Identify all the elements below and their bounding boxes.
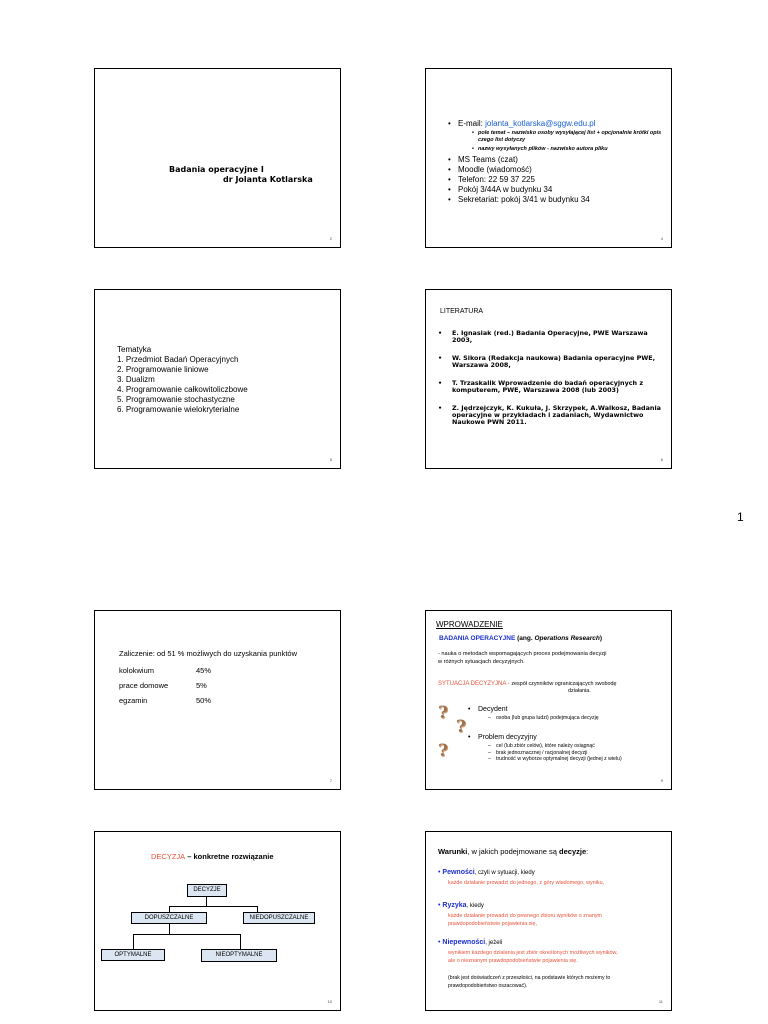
grading-row	[117, 693, 212, 708]
email-label: E-mail:	[458, 119, 486, 128]
decisions-word: decyzje	[559, 847, 587, 856]
grading-row	[117, 678, 212, 693]
term-suffix: (ang.	[515, 635, 535, 642]
question-mark-icon: ?	[438, 741, 448, 761]
uncertainty-rest: , jeżeli	[485, 940, 503, 946]
node-feasible: DOPUSZCZALNE	[131, 912, 207, 924]
literature-item: • T. Trzaskalik Wprowadzenie do badań operacyjnych z komputerem, PWE, Warszawa 2008 (lub 2003)	[434, 380, 662, 394]
topic-item: 4. Programowanie całkowitoliczbowe	[117, 385, 248, 394]
slide-number: 6	[660, 457, 663, 462]
risk-word: Ryzyka	[442, 902, 467, 909]
note-line: (brak jest doświadczeń z przeszłości, na podstawie których możemy to	[448, 975, 611, 981]
grading-row	[117, 663, 212, 678]
conditions-end: :	[586, 847, 589, 856]
term-close: )	[599, 635, 603, 642]
email-sub-item: • nazwy wysyłanych plików - nazwisko autora pliku	[446, 146, 666, 153]
decision-word: DECYZJA	[151, 852, 186, 861]
situation-label: SYTUACJA DECYZYJNA -	[438, 681, 512, 687]
conditions-mid: , w jakich podejmowane są	[467, 847, 560, 856]
slide-number: 5	[329, 457, 332, 462]
contact-item: • Telefon: 22 59 37 225	[446, 175, 666, 185]
risk-desc: prawdopodobieństwie pojawienia się,	[448, 921, 538, 927]
topic-item: 1. Przedmiot Badań Operacyjnych	[117, 355, 239, 364]
slide-grading	[94, 610, 341, 790]
topic-item: 6. Programowanie wielokryterialne	[117, 405, 240, 414]
topic-item: 2. Programowanie liniowe	[117, 365, 209, 374]
grading-value: 45%	[196, 666, 212, 675]
term-definition: w różnych sytuacjach decyzyjnych.	[438, 659, 525, 665]
node-decisions: DECYZJE	[187, 884, 227, 897]
intro-heading: WPROWADZENIE	[436, 620, 503, 629]
certainty-word: Pewności	[442, 869, 475, 876]
course-title: Badania operacyjne I	[169, 165, 264, 174]
risk-rest: , kiedy	[466, 903, 484, 909]
term-name: BADANIA OPERACYJNE	[439, 635, 516, 642]
slide-literature	[425, 289, 672, 469]
question-mark-icon: ?	[456, 717, 466, 737]
decision-title	[151, 852, 274, 861]
uncertainty-desc: ale o nieznanym prawdopodobieństwie pojawienia się.	[448, 958, 578, 964]
slide-number: 2	[329, 236, 332, 241]
conditions-heading	[438, 847, 588, 856]
uncertainty-item: • Niepewności, jeżeli	[438, 939, 503, 946]
risk-desc: każde działanie prowadzi do pewnego zbioru wyników o znanym	[448, 913, 603, 919]
slide-number: 10	[327, 999, 332, 1004]
problem-desc: – trudność w wyborze optymalnej decyzji (jednej z wielu)	[480, 756, 622, 763]
term-line	[439, 635, 602, 642]
topics-heading: Tematyka	[117, 345, 152, 354]
slide-number: 11	[658, 999, 663, 1004]
node-nonoptimal: NIEOPTYMALNE	[201, 949, 277, 962]
problem-desc: – brak jednoznacznej / racjonalnej decyzji	[480, 750, 622, 757]
certainty-item: • Pewności, czyli w sytuacji, kiedy	[438, 869, 535, 876]
decydent-desc: – osoba (lub grupa ludzi) podejmująca decyzję	[480, 715, 599, 722]
slide-contact	[425, 68, 672, 248]
email-sub-item: • pole temat – nazwisko osoby wysyłającej list + opcjonalnie krótki opis czego list dotyczy	[446, 130, 666, 143]
literature-item: • W. Sikora (Redakcja naukowa) Badania operacyjne PWE, Warszawa 2008,	[434, 355, 662, 369]
node-infeasible: NIEDOPUSZCZALNE	[243, 912, 315, 924]
decision-desc: – konkretne rozwiązanie	[185, 852, 274, 861]
grading-label: kolokwium	[119, 666, 155, 675]
literature-item: • Z. Jędrzejczyk, K. Kukuła, J. Skrzypek, A.Walkosz, Badania operacyjne w przykładach i zadaniach, Wydawnictwo Naukowe PWN 2011.	[434, 405, 662, 426]
question-mark-icon: ?	[438, 703, 448, 723]
situation-line	[438, 681, 617, 688]
grading-value: 5%	[196, 681, 207, 690]
slide-decision-conditions	[425, 831, 672, 1011]
term-definition: - nauka o metodach wspomagających proces podejmowania decyzji	[438, 651, 607, 657]
uncertainty-word: Niepewności	[442, 939, 486, 946]
literature-item: • E. Ignasiak (red.) Badania Operacyjne, PWE Warszawa 2003,	[434, 330, 662, 344]
node-optimal: OPTYMALNE	[101, 949, 165, 961]
slide-number: 7	[329, 778, 332, 783]
email-link[interactable]: jolanta_kotlarska@sggw.edu.pl	[485, 119, 596, 128]
grading-intro: Zaliczenie: od 51 % możliwych do uzyskania punktów	[119, 649, 298, 658]
slide-introduction	[425, 610, 672, 790]
problem-item: • Problem decyzyjny	[466, 733, 537, 743]
topic-item: 3. Dualizm	[117, 375, 155, 384]
conditions-word: Warunki	[438, 847, 468, 856]
problem-desc: – cel (lub zbiór celów), które należy osiągnąć	[480, 743, 622, 750]
slide-topics	[94, 289, 341, 469]
slide-decision-tree	[94, 831, 341, 1011]
literature-heading: LITERATURA	[440, 308, 484, 315]
email-item	[446, 119, 666, 129]
grading-value: 50%	[196, 696, 212, 705]
uncertainty-desc: wynikiem każdego działania jest zbiór określonych możliwych wyników,	[448, 950, 618, 956]
slide-number: 9	[660, 778, 663, 783]
contact-item: • MS Teams (czat)	[446, 155, 666, 165]
situation-definition: zespół czynników ograniczających swobodę	[511, 681, 617, 687]
situation-definition-cont: działania.	[568, 688, 591, 694]
certainty-desc: każde działanie prowadzi do jednego, z góry wiadomego, wyniku,	[448, 880, 605, 886]
grading-label: egzamin	[119, 696, 148, 705]
note-line: prawdopodobieństwo oszacować).	[448, 983, 528, 989]
term-english: Operations Research	[534, 635, 600, 642]
lecturer-name: dr Jolanta Kotlarska	[223, 175, 313, 184]
slide-title	[94, 68, 341, 248]
grading-label: prace domowe	[119, 681, 169, 690]
decydent-item: • Decydent	[466, 705, 508, 715]
contact-item: • Pokój 3/44A w budynku 34	[446, 185, 666, 195]
certainty-rest: , czyli w sytuacji, kiedy	[474, 870, 535, 876]
slide-number: 4	[660, 236, 663, 241]
topic-item: 5. Programowanie stochastyczne	[117, 395, 235, 404]
contact-item: • Moodle (wiadomość)	[446, 165, 666, 175]
risk-item: • Ryzyka, kiedy	[438, 902, 484, 909]
contact-item: • Sekretariat: pokój 3/41 w budynku 34	[446, 195, 666, 205]
page-number: 1	[737, 510, 744, 524]
